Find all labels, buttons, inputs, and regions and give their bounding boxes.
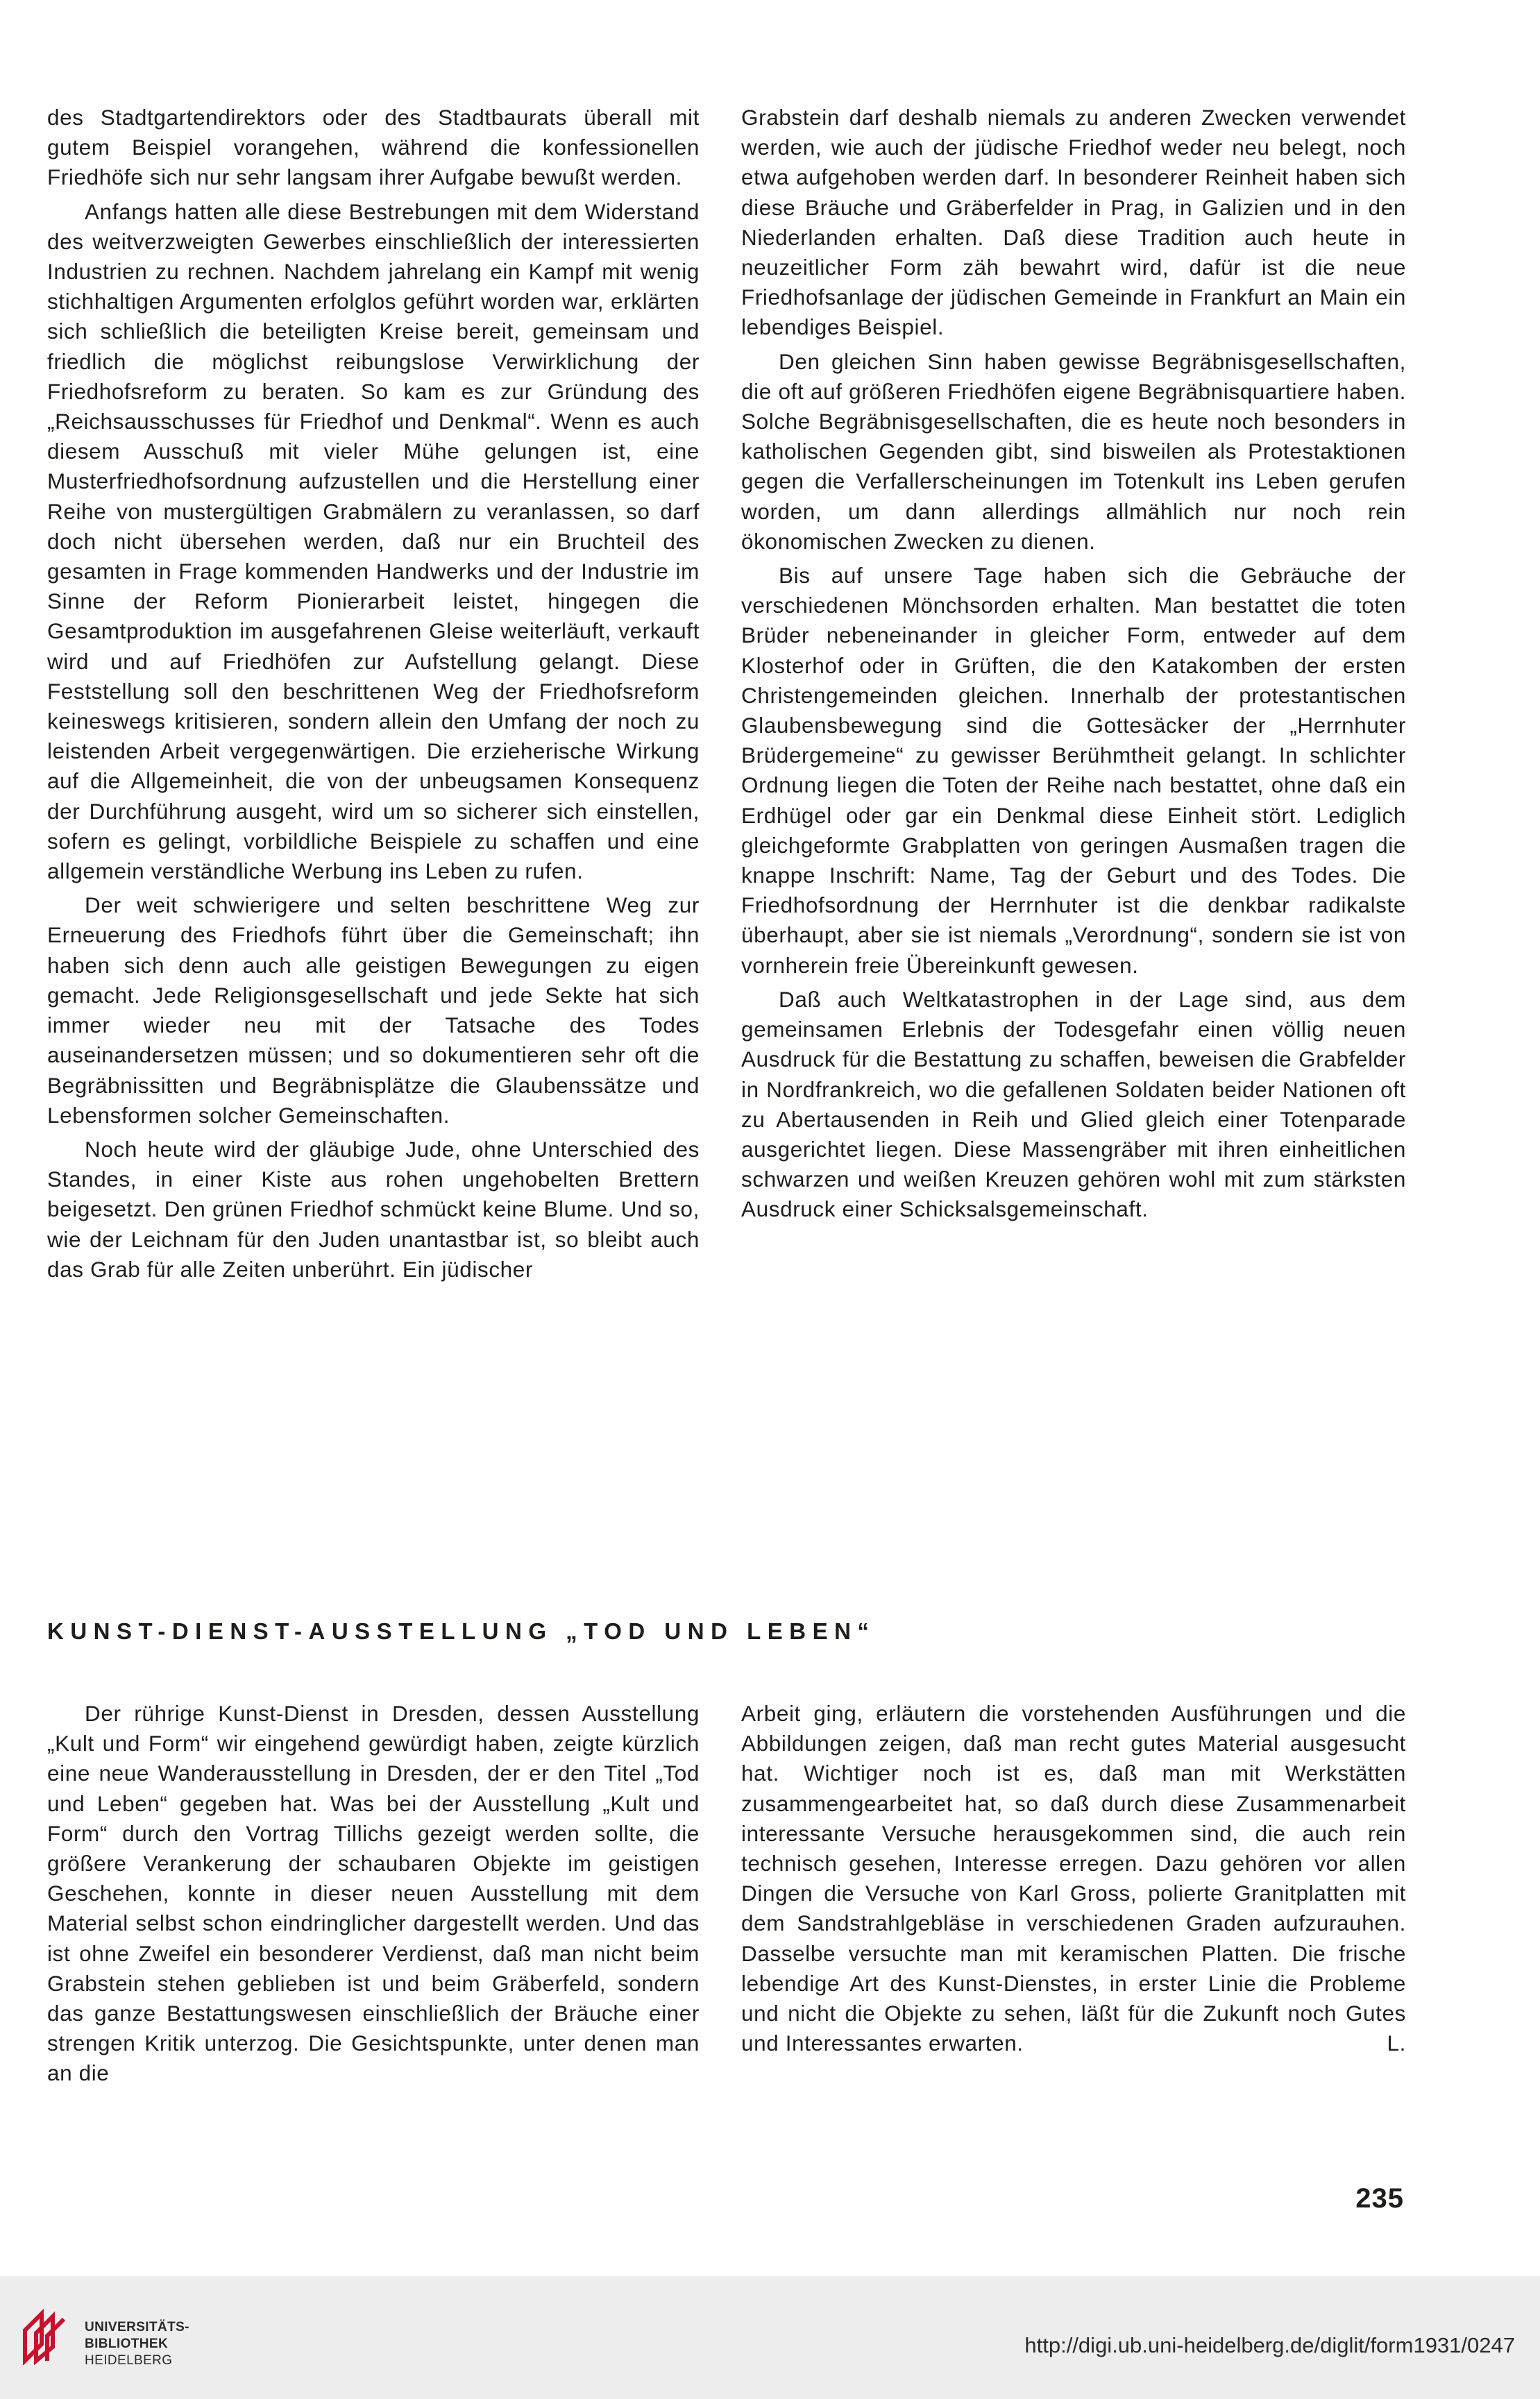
paragraph: Der weit schwierigere und selten beschrittene Weg zur Erneuerung des Friedhofs führt über die Gemeinschaft; ihn haben sich denn auch alle geistigen Bewegungen zu eigen gemacht. Jede Religionsgesellschaft und jede Sekte hat sich immer wieder neu mit der Tatsache des Todes auseinandersetzen müssen; und so dokumentieren sehr oft die Begräbnissitten und Begräbnisplätze die Glaubenssätze und Lebensformen solcher Gemeinschaften. <box>47 892 700 1128</box>
paragraph: des Stadtgartendirektors oder des Stadtbaurats überall mit gutem Beispiel vorangehen, während die konfessionellen Friedhöfe sich nur sehr langsam ihrer Aufgabe bewußt werden. <box>47 105 700 190</box>
section-heading: KUNST-DIENST-AUSSTELLUNG „TOD UND LEBEN“ <box>47 1618 876 1644</box>
library-name-line: BIBLIOTHEK <box>85 2337 169 2351</box>
source-url-link[interactable]: http://digi.ub.uni-heidelberg.de/diglit/form1931/0247 <box>1024 2333 1515 2357</box>
library-footer <box>0 2276 1540 2399</box>
paragraph: Der rührige Kunst-Dienst in Dresden, dessen Ausstellung „Kult und Form“ wir eingehend gewürdigt haben, zeigte kürzlich eine neue Wanderausstellung in Dresden, der er den Titel „Tod und Leben“ gegeben hat. Was bei der Ausstellung „Kult und Form“ durch den Vortrag Tillichs gezeigt werden sollte, die größere Verankerung der schaubaren Objekte im geistigen Geschehen, konnte in dieser neuen Ausstellung mit dem Material selbst schon eindringlicher dargestellt werden. Und das ist ohne Zweifel ein besonderer Verdienst, daß man nicht beim Grabstein stehen geblieben ist und beim Gräberfeld, sondern das ganze Bestattungswesen einschließlich der Bräuche einer strengen Kritik unterzog. Die Gesichtspunkte, unter denen man an die <box>47 1701 700 2086</box>
paragraph-text: Arbeit ging, erläutern die vorstehenden Ausführungen und die Abbildungen zeigen, daß man recht gutes Material ausgesucht hat. Wichtiger noch ist es, daß man mit Werkstätten zusammengearbeitet hat, so daß durch diese Zusammenarbeit interessante Versuche herausgekommen sind, die auch rein technisch gesehen, Interesse erregen. Dazu gehören vor allen Dingen die Versuche von Karl Gross, polierte Granitplatten mit dem Sandstrahlgebläse in verschiedenen Graden aufzurauhen. Dasselbe versuchte man mit keramischen Platten. Die frische lebendige Art des Kunst-Dienstes, in erster Linie die Probleme und nicht die Objekte zu sehen, läßt für die Zukunft noch Gutes und Interessantes erwarten. <box>741 1701 1406 2056</box>
paragraph: Noch heute wird der gläubige Jude, ohne Unterschied des Standes, in einer Kiste aus rohen ungehobelten Brettern beigesetzt. Den grünen Friedhof schmückt keine Blume. Und so, wie der Leichnam für den Juden unantastbar ist, so bleibt auch das Grab für alle Zeiten unberührt. Ein jüdischer <box>47 1136 700 1282</box>
bottom-right-column <box>741 1699 1406 2058</box>
library-name-line: UNIVERSITÄTS- <box>85 2320 189 2334</box>
bottom-left-column <box>47 1699 700 2089</box>
top-right-column <box>741 103 1406 1225</box>
paragraph: Grabstein darf deshalb niemals zu anderen Zwecken verwendet werden, wie auch der jüdische Friedhof weder neu belegt, noch etwa aufgehoben werden darf. In besonderer Reinheit haben sich diese Bräuche und Gräberfelder in Prag, in Galizien und in den Niederlanden erhalten. Daß diese Tradition auch heute in neuzeitlicher Form zäh bewahrt wird, dafür ist die neue Friedhofsanlage der jüdischen Gemeinde in Frankfurt an Main ein lebendiges Beispiel. <box>741 105 1406 340</box>
paragraph: Anfangs hatten alle diese Bestrebungen mit dem Widerstand des weitverzweigten Gewerbes einschließlich der interessierten Industrien zu rechnen. Nachdem jahrelang ein Kampf mit wenig stichhaltigen Argumenten erfolglos geführt worden war, erklärten sich schließlich die beteiligten Kreise bereit, gemeinsam und friedlich die möglichst reibungslose Verwirklichung der Friedhofsreform zu beraten. So kam es zur Gründung des „Reichsausschusses für Friedhof und Denkmal“. Wenn es auch diesem Ausschuß mit vieler Mühe gelungen ist, eine Musterfriedhofsordnung aufzustellen und die Herstellung einer Reihe von mustergültigen Grabmälern zu veranlassen, so darf doch nicht übersehen werden, daß nur ein Bruchteil des gesamten in Frage kommenden Handwerks und der Industrie im Sinne der Reform Pionierarbeit leistet, hingegen die Gesamtproduktion im ausgefahrenen Gleise weiterläuft, verkauft wird und auf Friedhöfen zur Aufstellung gelangt. Diese Feststellung soll den beschrittenen Weg der Friedhofsreform keineswegs kritisieren, sondern allein den Umfang der noch zu leistenden Arbeit vergegenwärtigen. Die erzieherische Wirkung auf die Allgemeinheit, die von der unbeugsamen Konsequenz der Durchführung ausgeht, wird um so sicherer sich einstellen, sofern es gelingt, vorbildliche Beispiele zu schaffen und eine allgemein verständliche Werbung ins Leben zu rufen. <box>47 198 700 884</box>
library-name <box>85 2319 189 2369</box>
library-name-line: HEIDELBERG <box>85 2353 173 2368</box>
paragraph: Daß auch Weltkatastrophen in der Lage sind, aus dem gemeinsamen Erlebnis der Todesgefahr einen völlig neuen Ausdruck für die Bestattung zu schaffen, beweisen die Grabfelder in Nordfrankreich, wo die gefallenen Soldaten beider Nationen oft zu Abertausenden in Reih und Glied gleich einer Totenparade ausgerichtet liegen. Diese Massengräber mit ihren einheitlichen schwarzen und weißen Kreuzen gehören wohl mit zum stärksten Ausdruck einer Schicksalsgemeinschaft. <box>741 986 1406 1222</box>
top-left-column <box>47 103 700 1285</box>
paragraph: Den gleichen Sinn haben gewisse Begräbnisgesellschaften, die oft auf größeren Friedhöfen eigene Begräbnisquartiere haben. Solche Begräbnisgesellschaften, die es heute noch besonders in katholischen Gegenden gibt, sind bisweilen als Protestaktionen gegen die Verfallerscheinungen im Totenkult ins Leben gerufen worden, um dann allerdings allmählich nur noch rein ökonomischen Zwecken zu dienen. <box>741 348 1406 554</box>
ub-heidelberg-logo-icon[interactable] <box>21 2303 69 2365</box>
author-signoff: L. <box>1387 2031 1406 2056</box>
paragraph <box>741 1699 1406 2058</box>
page-number: 235 <box>1355 2183 1404 2214</box>
paragraph: Bis auf unsere Tage haben sich die Gebräuche der verschiedenen Mönchsorden erhalten. Man bestattet die toten Brüder nebeneinander in gleicher Form, entweder auf dem Klosterhof oder in Grüften, die den Katakomben der ersten Christengemeinden gleichen. Innerhalb der protestantischen Glaubensbewegung sind die Gottesäcker der „Herrnhuter Brüdergemeine“ zu gewisser Berühmtheit gelangt. In schlichter Ordnung liegen die Toten der Reihe nach bestattet, ohne daß ein Erdhügel oder gar ein Denkmal diese Einheit stört. Lediglich gleichgeformte Grabplatten von geringen Ausmaßen tragen die knappe Inschrift: Name, Tag der Geburt und des Todes. Die Friedhofsordnung der Herrnhuter ist die denkbar radikalste überhaupt, aber sie ist niemals „Verordnung“, sondern sie ist von vornherein freie Übereinkunft gewesen. <box>741 563 1406 978</box>
